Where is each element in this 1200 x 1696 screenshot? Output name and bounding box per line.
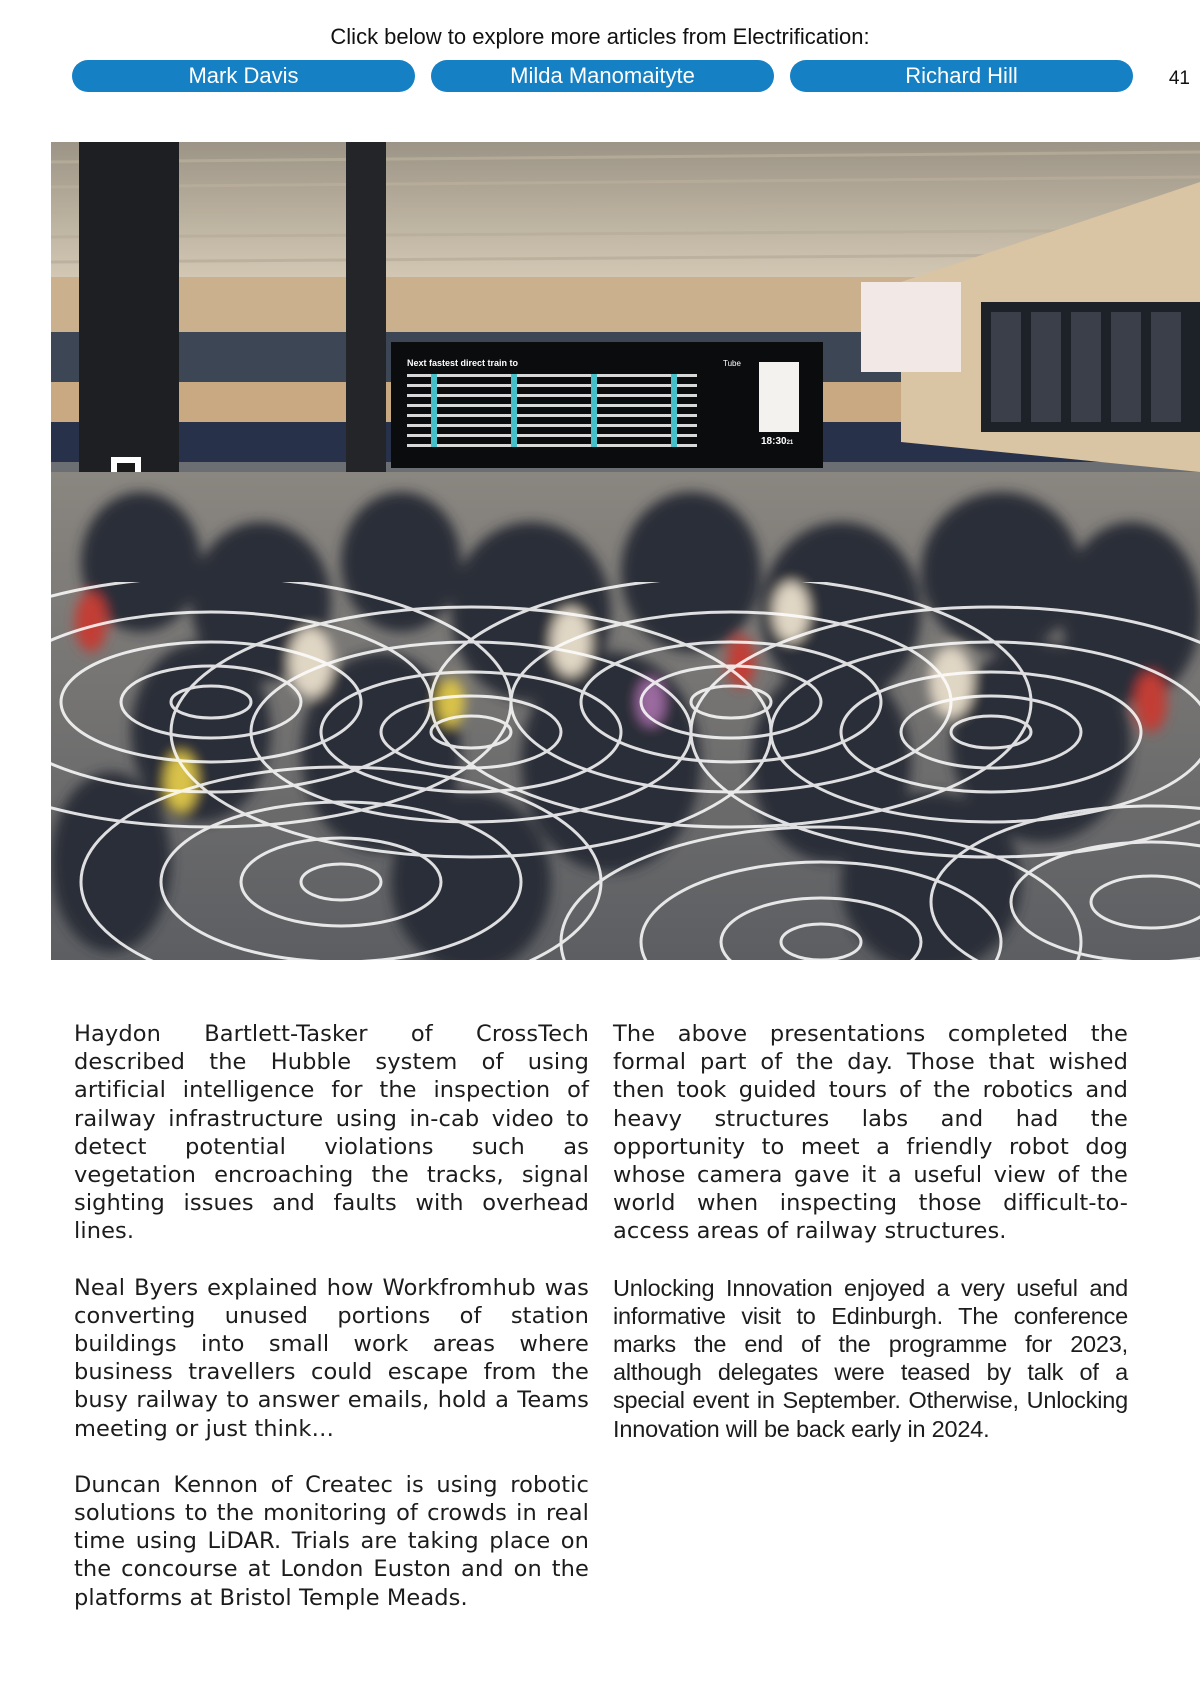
author-link-richard-hill[interactable]: Richard Hill: [790, 60, 1133, 92]
advertising-screen: [861, 282, 961, 372]
paragraph-hubble: Haydon Bartlett-Tasker of CrossTech described the Hubble system of using artificial intelligence for the inspection of railway infrastructure using in-cab video to detect potential violations such as vegetation encroaching the tracks, signal sighting issues and faults with overhead lines.: [74, 1021, 589, 1245]
page-number: 41: [1168, 68, 1190, 89]
paragraph-createc: Duncan Kennon of Createc is using robotic solutions to the monitoring of crowds in real time using LiDAR. Trials are taking place on the concourse at London Euston and on the platforms at Bristol Temple Meads.: [74, 1471, 589, 1611]
svg-text:Next fastest direct train to: Next fastest direct train to: [407, 358, 519, 368]
svg-text:18:3021: 18:3021: [761, 436, 794, 447]
station-concourse-photo: [51, 142, 1200, 960]
paragraph-conclusion: Unlocking Innovation enjoyed a very useful and informative visit to Edinburgh. The conference marks the end of the programme for 2023, although delegates were teased by talk of a special event in September. Otherwise, Unlocking Innovation will be back early in 2024.: [613, 1274, 1128, 1442]
author-link-milda-manomaityte[interactable]: Milda Manomaityte: [431, 60, 774, 92]
author-link-mark-davis[interactable]: Mark Davis: [72, 60, 415, 92]
svg-text:Tube: Tube: [723, 359, 741, 368]
article-column-left: [74, 1020, 589, 1640]
paragraph-workfromhub: Neal Byers explained how Workfromhub was converting unused portions of station buildings into small work areas where business travellers could escape from the busy railway to answer emails, hold a Teams meeting or just think…: [74, 1274, 589, 1442]
article-column-right: [613, 1020, 1128, 1471]
explore-prompt: Click below to explore more articles from Electrification:: [330, 24, 870, 49]
paragraph-tours: The above presentations completed the formal part of the day. Those that wished then took guided tours of the robotics and heavy structures labs and had the opportunity to meet a friendly robot dog whose camera gave it a useful view of the world when inspecting those difficult-to-access areas of railway structures.: [613, 1021, 1128, 1245]
